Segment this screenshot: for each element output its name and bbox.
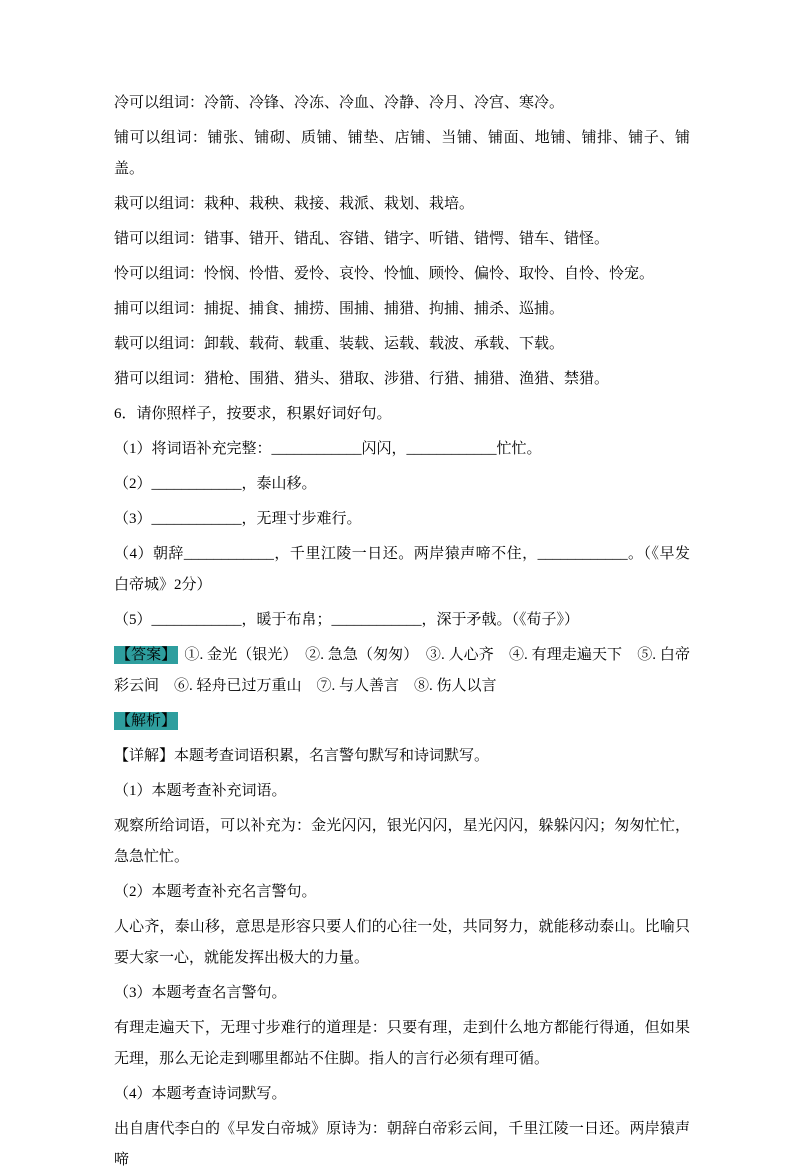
detail-explanation-intro: 【详解】本题考查词语积累，名言警句默写和诗词默写。 [114,748,490,764]
word-formation-line: 错可以组词：错事、错开、错乱、容错、错字、听错、错愕、错车、错怪。 [114,231,610,247]
word-formation-line: 怜可以组词：怜悯、怜惜、爱怜、哀怜、怜恤、顾怜、偏怜、取怜、自怜、怜宠。 [114,266,655,282]
word-formation-line: 捕可以组词：捕捉、捕食、捕捞、围捕、捕猎、拘捕、捕杀、巡捕。 [114,301,565,317]
answer-section [114,640,690,702]
analysis-section-header [114,706,690,737]
analysis-paragraph: （2）本题考查补充名言警句。 [114,884,317,900]
answer-label: 【答案】 [116,647,177,663]
analysis-paragraph: （4）本题考查诗词默写。 [114,1086,287,1102]
question-6-stem: 6．请你照样子，按要求，积累好词好句。 [114,406,392,422]
question-6-item-1: （1）将词语补充完整：____________闪闪，____________忙忙。 [114,441,542,457]
analysis-paragraph: 有理走遍天下，无理寸步难行的道理是：只要有理，走到什么地方都能行得通，但如果无理，那么无论走到哪里都站不住脚。指人的言行必须有理可循。 [114,1020,690,1067]
word-formation-line: 铺可以组词：铺张、铺砌、质铺、铺垫、店铺、当铺、铺面、地铺、铺排、铺子、铺盖。 [114,130,690,177]
analysis-label: 【解析】 [116,713,177,729]
word-formation-line: 猎可以组词：猎枪、围猎、猎头、猎取、涉猎、行猎、捕猎、渔猎、禁猎。 [114,371,610,387]
word-formation-line: 载可以组词：卸载、载荷、载重、装载、运载、载波、承载、下载。 [114,336,565,352]
analysis-paragraph: 观察所给词语，可以补充为：金光闪闪，银光闪闪，星光闪闪，躲躲闪闪；匆匆忙忙，急急忙忙。 [114,818,690,865]
question-6-item-4: （4）朝辞____________，千里江陵一日还。两岸猿声啼不住，____________。（《早发白帝城》2分） [114,546,690,593]
analysis-paragraph: 人心齐，泰山移，意思是形容只要人们的心往一处，共同努力，就能移动泰山。比喻只要大家一心，就能发挥出极大的力量。 [114,919,690,966]
answer-content: ①. 金光（银光） ②. 急急（匆匆） ③. 人心齐 ④. 有理走遍天下 ⑤. 白帝彩云间 ⑥. 轻舟已过万重山 ⑦. 与人善言 ⑧. 伤人以言 [114,647,690,694]
analysis-paragraph: 出自唐代李白的《早发白帝城》原诗为：朝辞白帝彩云间，千里江陵一日还。两岸猿声啼 [114,1121,690,1168]
word-formation-line: 栽可以组词：栽种、栽秧、栽接、栽派、栽划、栽培。 [114,196,475,212]
analysis-paragraph: （3）本题考查名言警句。 [114,985,287,1001]
question-6-item-5: （5）____________，暖于布帛；____________，深于矛戟。（《荀子》） [114,612,580,628]
question-6-item-2: （2）____________，泰山移。 [114,476,317,492]
word-formation-line: 冷可以组词：冷箭、冷锋、冷冻、冷血、冷静、冷月、冷宫、寒冷。 [114,95,565,111]
analysis-paragraph: （1）本题考查补充词语。 [114,783,287,799]
question-6-item-3: （3）____________，无理寸步难行。 [114,511,362,527]
